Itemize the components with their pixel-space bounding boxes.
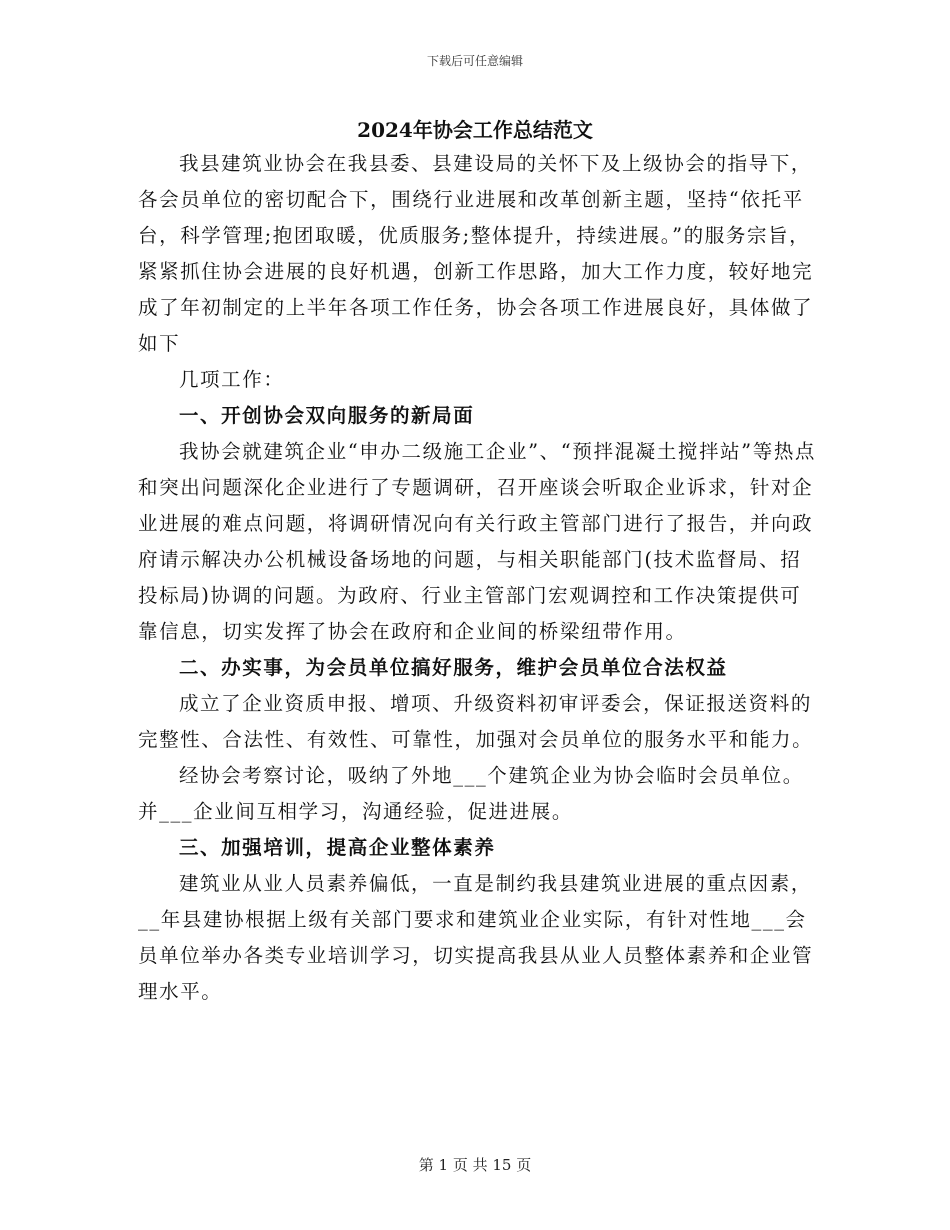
section-heading: 三、加强培训，提高企业整体素养 [178,836,496,859]
page-header-note: 下载后可任意编辑 [426,54,523,68]
section-heading: 一、开创协会双向服务的新局面 [178,404,475,427]
paragraph: 成立了企业资质申报、增项、升级资料初审评委会，保证报送资料的完整性、合法性、有效性、可靠性，加强对会员单位的服务水平和能力。 [138,692,814,751]
paragraph: 建筑业从业人员素养偏低，一直是制约我县建筑业进展的重点因素，__年县建协根据上级有关部门要求和建筑业企业实际，有针对性地___会员单位举办各类专业培训学习，切实提高我县从业人员整体素养和企业管理水平。 [138,872,814,1003]
page-number: 第 1 页 共 15 页 [418,1156,532,1174]
section-heading: 二、办实事，为会员单位搞好服务，维护会员单位合法权益 [178,656,728,679]
document-title: 2024年协会工作总结范文 [357,118,593,142]
paragraph: 我县建筑业协会在我县委、县建设局的关怀下及上级协会的指导下，各会员单位的密切配合下，围绕行业进展和改革创新主题，坚持“依托平台，科学管理;抱团取暖，优质服务;整体提升，持续进展。”的服务宗旨，紧紧抓住协会进展的良好机遇，创新工作思路，加大工作力度，较好地完成了年初制定的上半年各项工作任务，协会各项工作进展良好，具体做了如下 [138,152,814,355]
paragraph: 几项工作： [178,368,285,391]
paragraph: 并___企业间互相学习，沟通经验，促进进展。 [138,800,573,823]
paragraph: 经协会考察讨论，吸纳了外地___个建筑企业为协会临时会员单位。 [178,764,804,787]
paragraph: 我协会就建筑企业“申办二级施工企业”、“预拌混凝土搅拌站”等热点和突出问题深化企业进行了专题调研，召开座谈会听取企业诉求，针对企业进展的难点问题，将调研情况向有关行政主管部门进行了报告，并向政府请示解决办公机械设备场地的问题，与相关职能部门(技术监督局、招投标局)协调的问题。为政府、行业主管部门宏观调控和工作决策提供可靠信息，切实发挥了协会在政府和企业间的桥梁纽带作用。 [138,440,817,643]
document-body [138,146,822,1010]
